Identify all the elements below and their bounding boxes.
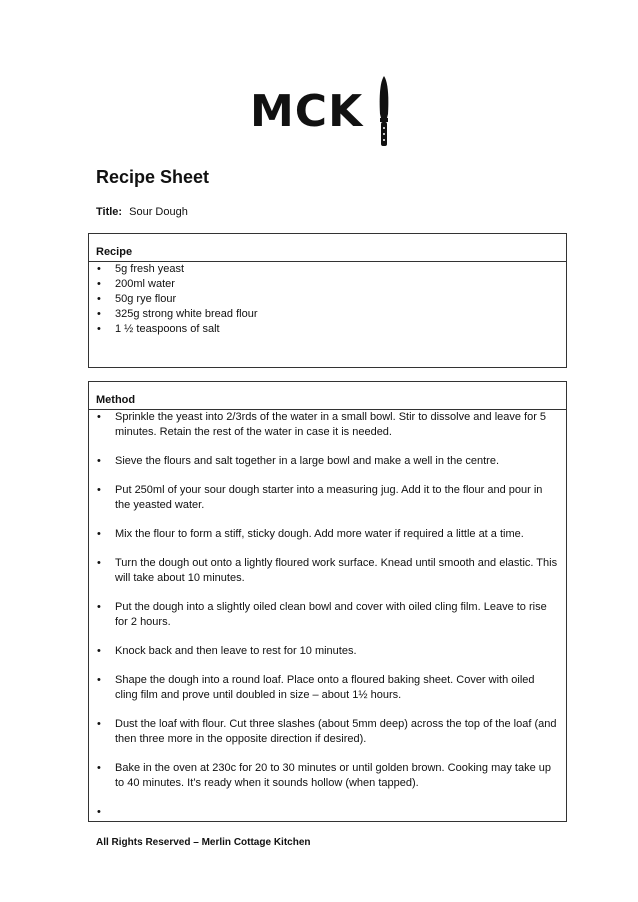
method-step-text: Mix the flour to form a stiff, sticky dough. Add more water if required a little at a time.	[115, 528, 524, 540]
method-step	[89, 644, 566, 659]
ingredients-list	[89, 262, 566, 337]
brand-logo	[250, 76, 400, 148]
method-step-text: Dust the loaf with flour. Cut three slashes (about 5mm deep) across the top of the loaf (and then three more in the opposite direction if desired).	[115, 718, 557, 745]
bullet-marker: •	[97, 323, 101, 335]
bullet-marker: •	[97, 806, 101, 818]
bullet-marker: •	[97, 263, 101, 275]
recipe-title	[96, 205, 188, 219]
method-step-empty	[89, 805, 566, 820]
bullet-marker: •	[97, 557, 101, 569]
bullet-marker: •	[97, 674, 101, 686]
bullet-marker: •	[97, 308, 101, 320]
method-step	[89, 454, 566, 469]
method-heading: Method	[89, 382, 566, 410]
recipe-title-value: Sour Dough	[129, 206, 188, 218]
ingredient-item-text: 200ml water	[115, 278, 175, 290]
bullet-marker: •	[97, 528, 101, 540]
method-step	[89, 410, 566, 440]
method-step-text: Shape the dough into a round loaf. Place onto a floured baking sheet. Cover with oiled cling film and prove until doubled in size – about 1½ hours.	[115, 674, 535, 701]
knife-icon	[376, 76, 392, 148]
logo-text: MCK	[250, 86, 364, 137]
ingredients-heading: Recipe	[89, 234, 566, 262]
method-step	[89, 600, 566, 630]
method-list	[89, 410, 566, 820]
ingredient-item-text: 50g rye flour	[115, 293, 177, 305]
method-step	[89, 717, 566, 747]
bullet-marker: •	[97, 484, 101, 496]
bullet-marker: •	[97, 411, 101, 423]
method-step	[89, 483, 566, 513]
method-step-text: Knock back and then leave to rest for 10 minutes.	[115, 645, 357, 657]
method-step	[89, 673, 566, 703]
method-step-text: Put 250ml of your sour dough starter into a measuring jug. Add it to the flour and pour in the yeasted water.	[115, 484, 543, 511]
ingredient-item	[89, 322, 566, 337]
bullet-marker: •	[97, 601, 101, 613]
method-step	[89, 761, 566, 791]
bullet-marker: •	[97, 645, 101, 657]
footer-copyright: All Rights Reserved – Merlin Cottage Kitchen	[96, 837, 311, 848]
ingredient-item	[89, 277, 566, 292]
method-step	[89, 527, 566, 542]
ingredient-item	[89, 307, 566, 322]
method-box	[88, 381, 567, 822]
bullet-marker: •	[97, 455, 101, 467]
method-step-text: Put the dough into a slightly oiled clean bowl and cover with oiled cling film. Leave to rise for 2 hours.	[115, 601, 547, 628]
ingredients-box	[88, 233, 567, 368]
method-step-text: Sprinkle the yeast into 2/3rds of the water in a small bowl. Stir to dissolve and leave for 5 minutes. Retain the rest of the water in case it is needed.	[115, 411, 547, 438]
ingredient-item-text: 325g strong white bread flour	[115, 308, 258, 320]
ingredient-item-text: 1 ½ teaspoons of salt	[115, 323, 220, 335]
bullet-marker: •	[97, 293, 101, 305]
method-step-text: Bake in the oven at 230c for 20 to 30 minutes or until golden brown. Cooking may take up to 40 minutes. It’s ready when it sounds hollow (when tapped).	[115, 762, 551, 789]
method-step-text: Sieve the flours and salt together in a large bowl and make a well in the centre.	[115, 455, 500, 467]
ingredient-item-text: 5g fresh yeast	[115, 263, 185, 275]
page-title: Recipe Sheet	[96, 167, 210, 187]
bullet-marker: •	[97, 762, 101, 774]
ingredient-item	[89, 292, 566, 307]
method-step-text: Turn the dough out onto a lightly floured work surface. Knead until smooth and elastic. This will take about 10 minutes.	[115, 557, 558, 584]
bullet-marker: •	[97, 718, 101, 730]
recipe-title-label: Title:	[96, 206, 123, 218]
method-step	[89, 556, 566, 586]
ingredient-item	[89, 262, 566, 277]
bullet-marker: •	[97, 278, 101, 290]
